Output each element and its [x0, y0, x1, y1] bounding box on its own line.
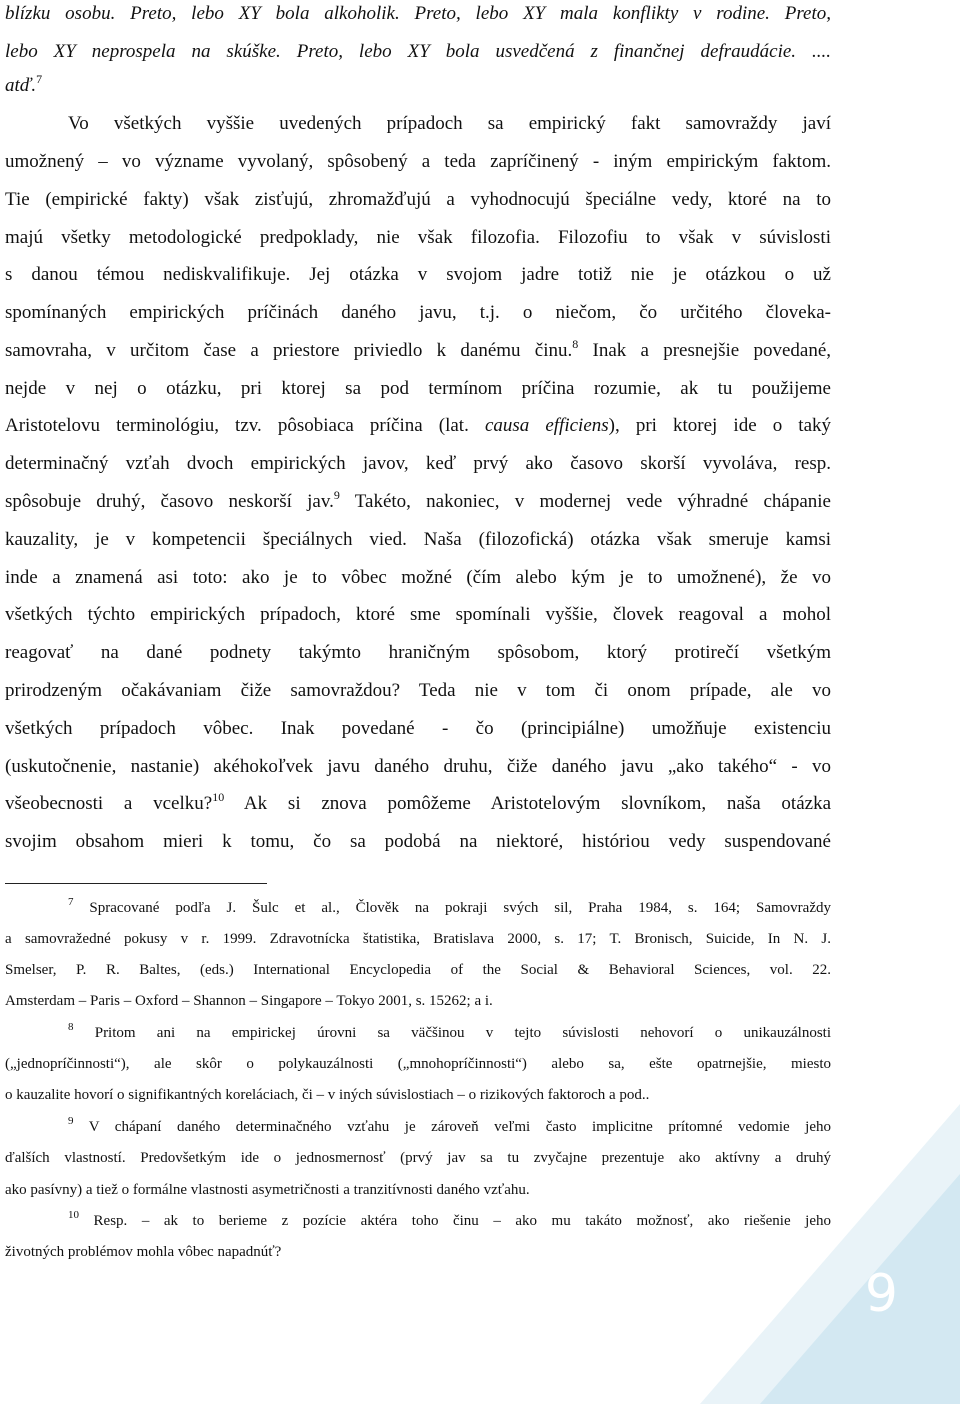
body-line: Aristotelovu terminológiu, tzv. pôsobiaca príčina (lat. causa efficiens), pri ktorej ide o taký	[5, 415, 832, 436]
footnote-line: ako pasívny) a tiež o formálne vlastnosti asymetričnosti a tranzitívnosti daného vzťahu.	[5, 1182, 530, 1198]
body-line: umožnený – vo význame vyvolaný, spôsobený a teda zapríčinený - iným empirickým faktom.	[5, 151, 831, 172]
body-line: Vo všetkých vyššie uvedených prípadoch sa empirický fakt samovraždy javí	[68, 113, 831, 134]
footnote-ref-7[interactable]: 7	[36, 72, 43, 86]
footnote-10: $^{10}$ Resp. – ak to berieme z pozície aktéra toho činu – ako mu takáto možnosť, ako riešenie jeho	[68, 1209, 831, 1229]
footnote-separator	[5, 883, 267, 884]
footnote-line: Smelser, P. R. Baltes, (eds.) International Encyclopedia of the Social & Behavioral Sciences, vol. 22.	[5, 962, 831, 978]
body-line: lebo XY neprospela na skúške. Preto, lebo XY bola usvedčená z finančnej defraudácie. ....	[5, 41, 831, 62]
body-line: všetkých týchto empirických prípadoch, ktoré sme spomínali vyššie, človek reagoval a mohol	[5, 604, 831, 625]
page-number: 9	[864, 1264, 898, 1324]
body-line: s danou témou nediskvalifikuje. Jej otázka v svojom jadre totiž nie je otázkou o už	[5, 264, 831, 285]
body-line: (uskutočnenie, nastanie) akéhokoľvek javu daného druhu, čiže daného javu „ako takého“ - vo	[5, 756, 831, 777]
body-line: svojim obsahom mieri k tomu, čo sa podobá na niektoré, históriou vedy suspendované	[5, 831, 831, 852]
corner-triangle-shape	[700, 1104, 960, 1404]
footnote-ref-9[interactable]: 9	[333, 488, 340, 502]
body-line: majú všetky metodologické predpoklady, nie však filozofia. Filozofiu to však v súvislosti	[5, 227, 831, 248]
footnote-ref-10[interactable]: 10	[212, 790, 225, 804]
footnote-line: o kauzalite hovorí o signifikantných koreláciach, či – v iných súvislostiach – o rizikových faktoroch a pod..	[5, 1087, 650, 1103]
body-line: všeobecnosti a vcelku?$^{10}$ Ak si znova pomôžeme Aristotelovým slovníkom, naša otázka	[5, 790, 831, 814]
footnote-line: („jednopríčinnosti“), ale skôr o polykauzálnosti („mnohopríčinnosti“) alebo sa, ešte opatrnejšie, miesto	[5, 1056, 831, 1072]
page-corner-decoration	[700, 1104, 960, 1404]
footnote-line: ďalších vlastností. Predovšetkým ide o jednosmernosť (prvý jav sa tu zvyčajne prezentuje ako aktívny a druhý	[5, 1150, 831, 1166]
footnote-ref-8[interactable]: 8	[572, 337, 579, 351]
body-line: spôsobuje druhý, časovo neskorší jav.$^9$ Takéto, nakoniec, v modernej vede výhradné chápanie	[5, 488, 831, 512]
body-line: Tie (empirické fakty) však zisťujú, zhromažďujú a vyhodnocujú špeciálne vedy, ktoré na to	[5, 189, 831, 210]
body-line: inde a znamená asi toto: ako je to vôbec možné (čím alebo kým je to umožnené), že vo	[5, 567, 831, 588]
body-line: všetkých prípadoch vôbec. Inak povedané - čo (principiálne) umožňuje existenciu	[5, 718, 831, 739]
body-line: atď.$^7$	[5, 72, 43, 96]
footnote-8: $^8$ Pritom ani na empirickej úrovni sa väčšinou v tejto súvislosti nehovorí o unikauzálnosti	[68, 1021, 831, 1041]
body-line: blízku osobu. Preto, lebo XY bola alkoholik. Preto, lebo XY mala konflikty v rodine. Preto,	[5, 3, 831, 24]
footnote-7: $^7$ Spracované podľa J. Šulc et al., Člověk na pokraji svých sil, Praha 1984, s. 164; Samovraždy	[68, 896, 831, 916]
body-line: nejde v nej o otázku, pri ktorej sa pod termínom príčina rozumie, ak tu použijeme	[5, 378, 831, 399]
footnote-line: a samovražedné pokusy v r. 1999. Zdravotnícka štatistika, Bratislava 2000, s. 17; T. Bronisch, Suicide, In N. J.	[5, 931, 831, 947]
footnote-line: životných problémov mohla vôbec napadnúť?	[5, 1244, 282, 1260]
body-line: determinačný vzťah dvoch empirických javov, keď prvý ako časovo skorší vyvoláva, resp.	[5, 453, 831, 474]
body-line: prirodzeným očakávaniam čiže samovraždou? Teda nie v tom či onom prípade, ale vo	[5, 680, 831, 701]
body-line: spomínaných empirických príčinách daného javu, t.j. o niečom, čo určitého človeka-	[5, 302, 831, 323]
body-line: reagovať na dané podnety takýmto hraničným spôsobom, ktorý protirečí všetkým	[5, 642, 831, 663]
body-line: kauzality, je v kompetencii špeciálnych vied. Naša (filozofická) otázka však smeruje kamsi	[5, 529, 831, 550]
footnote-9: $^9$ V chápaní daného determinačného vzťahu je zároveň veľmi často implicitne prítomné vedomie jeho	[68, 1115, 831, 1135]
body-line: samovraha, v určitom čase a priestore priviedlo k danému činu.$^8$ Inak a presnejšie povedané,	[5, 337, 832, 361]
footnote-line: Amsterdam – Paris – Oxford – Shannon – Singapore – Tokyo 2001, s. 15262; a i.	[5, 993, 493, 1009]
